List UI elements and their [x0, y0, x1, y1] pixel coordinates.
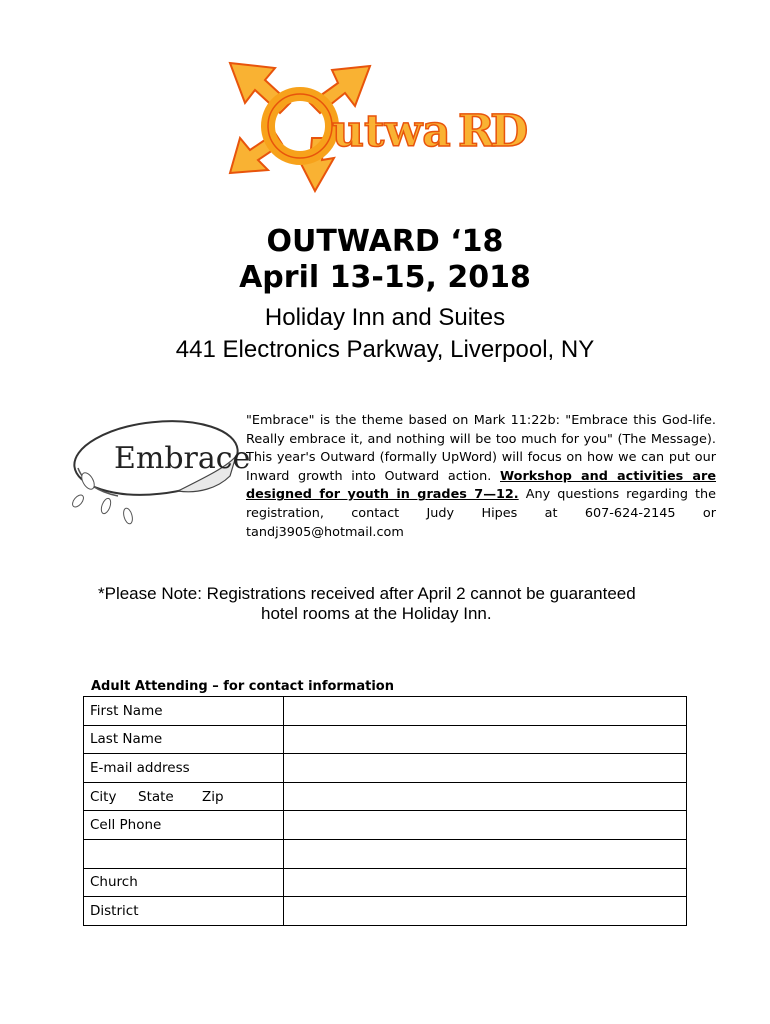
table-row	[84, 754, 687, 783]
embrace-logo-text: Embrace	[114, 441, 250, 476]
table-row	[84, 782, 687, 811]
registration-note	[98, 584, 718, 624]
zip-label: Zip	[202, 788, 224, 805]
svg-text:utwa: utwa	[332, 106, 451, 157]
district-field[interactable]	[284, 897, 687, 926]
outward-logo	[220, 58, 540, 193]
event-dates: April 13-15, 2018	[239, 260, 531, 295]
table-row	[84, 839, 687, 868]
first-name-label: First Name	[84, 697, 284, 726]
note-line1: *Please Note: Registrations received after April 2 cannot be guaranteed	[98, 584, 636, 603]
city-state-zip-label	[84, 782, 284, 811]
cell-phone-label: Cell Phone	[84, 811, 284, 840]
event-title: OUTWARD ‘18	[266, 224, 504, 259]
first-name-field[interactable]	[284, 697, 687, 726]
blank-label	[84, 839, 284, 868]
theme-description	[246, 412, 716, 542]
city-state-zip-field[interactable]	[284, 782, 687, 811]
event-venue: Holiday Inn and Suites	[264, 304, 506, 331]
state-label: State	[138, 788, 174, 805]
description-part2: Any questions regarding the registration, contact Judy Hipes at 607-624-2145 or tandj3905@hotmail.com	[246, 487, 716, 540]
district-label: District	[84, 897, 284, 926]
blank-field[interactable]	[284, 839, 687, 868]
last-name-label: Last Name	[84, 725, 284, 754]
church-label: Church	[84, 868, 284, 897]
table-row	[84, 811, 687, 840]
table-row	[84, 725, 687, 754]
embrace-logo	[58, 396, 250, 536]
email-label: E-mail address	[84, 754, 284, 783]
svg-text:D: D	[490, 106, 529, 157]
event-address: 441 Electronics Parkway, Liverpool, NY	[175, 336, 595, 363]
note-line2: hotel rooms at the Holiday Inn.	[261, 604, 492, 623]
svg-text:R: R	[458, 106, 495, 157]
description-part1: "Embrace" is the theme based on Mark 11:22b: "Embrace this God-life. Really embrace it, and nothing will be too much for you" (The Message). This year's Outward (formally UpWord) will focus on how we can put our Inward growth into Outward action.	[246, 413, 716, 484]
email-field[interactable]	[284, 754, 687, 783]
table-row	[84, 868, 687, 897]
cell-phone-field[interactable]	[284, 811, 687, 840]
table-row	[84, 697, 687, 726]
city-label: City	[90, 788, 117, 805]
church-field[interactable]	[284, 868, 687, 897]
last-name-field[interactable]	[284, 725, 687, 754]
description-grades: Workshop and activities are designed for youth in grades 7—12.	[246, 468, 717, 503]
table-row	[84, 897, 687, 926]
contact-form-table	[83, 696, 687, 926]
form-heading: Adult Attending – for contact information	[91, 679, 394, 694]
